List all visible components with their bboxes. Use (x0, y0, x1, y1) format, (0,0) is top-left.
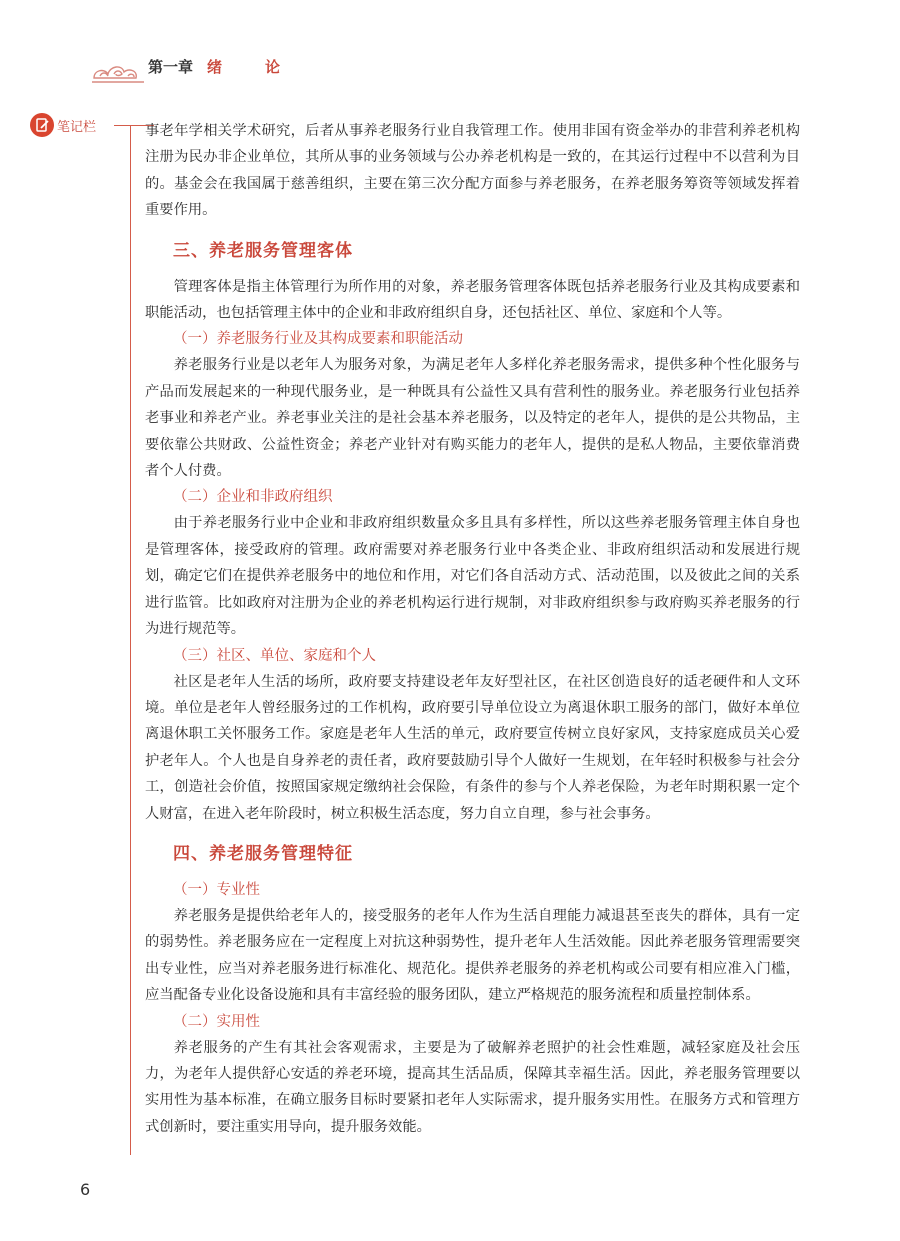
section-3-heading: 三、养老服务管理客体 (173, 240, 353, 261)
section-3-1-heading: （一）养老服务行业及其构成要素和职能活动 (173, 331, 463, 348)
pencil-note-icon (30, 113, 54, 137)
section-3-intro: 管理客体是指主体管理行为所作用的对象，养老服务管理客体既包括养老服务行业及其构成要素和职能活动，也包括管理主体中的企业和非政府组织自身，还包括社区、单位、家庭和个人等。 (145, 278, 800, 322)
auspicious-cloud-icon (90, 48, 146, 88)
section-4-1-text: 养老服务是提供给老年人的，接受服务的老年人作为生活自理能力减退甚至丧失的群体，具有一定的弱势性。养老服务应在一定程度上对抗这种弱势性，提升老年人生活效能。因此养老服务管理需要突出专业性，应当对养老服务进行标准化、规范化。提供养老服务的养老机构或公司要有相应准入门槛，应当配备专业化设备设施和具有丰富经验的服务团队，建立严格规范的服务流程和质量控制体系。 (145, 907, 800, 1004)
section-4-1-heading: （一）专业性 (173, 881, 260, 898)
chapter-title: 绪 论 (207, 58, 295, 76)
section-4-2-text: 养老服务的产生有其社会客观需求，主要是为了破解养老照护的社会性难题，减轻家庭及社会压力，为老年人提供舒心安适的养老环境，提高其生活品质，保障其幸福生活。因此，养老服务管理要以实用性为基本标准，在确立服务目标时要紧扣老年人实际需求，提升服务实用性。在服务方式和管理方式创新时，要注重实用导向，提升服务效能。 (145, 1039, 800, 1135)
page-number: 6 (80, 1180, 91, 1199)
margin-divider (130, 125, 131, 1155)
notes-column-label (30, 113, 130, 137)
page-body (145, 118, 800, 1140)
section-3-2-heading: （二）企业和非政府组织 (173, 489, 333, 506)
chapter-number: 第一章 (148, 58, 194, 76)
section-3-2-text: 由于养老服务行业中企业和非政府组织数量众多且具有多样性，所以这些养老服务管理主体自身也是管理客体，接受政府的管理。政府需要对养老服务行业中各类企业、非政府组织活动和发展进行规划，确定它们在提供养老服务中的地位和作用，对它们各自活动方式、活动范围，以及彼此之间的关系进行监管。比如政府对注册为企业的养老机构运行进行规制，对非政府组织参与政府购买养老服务的行为进行规范等。 (145, 515, 800, 638)
section-4-heading: 四、养老服务管理特征 (173, 843, 353, 864)
section-3-1-text: 养老服务行业是以老年人为服务对象，为满足老年人多样化养老服务需求，提供多种个性化服务与产品而发展起来的一种现代服务业，是一种既具有公益性又具有营利性的服务业。养老服务行业包括养老事业和养老产业。养老事业关注的是社会基本养老服务，以及特定的老年人，提供的是公共物品，主要依靠公共财政、公益性资金；养老产业针对有购买能力的老年人，提供的是私人物品，主要依靠消费者个人付费。 (145, 357, 800, 480)
section-3-3-text: 社区是老年人生活的场所，政府要支持建设老年友好型社区，在社区创造良好的适老硬件和人文环境。单位是老年人曾经服务过的工作机构，政府要引导单位设立为离退休职工服务的部门，做好本单位离退休职工关怀服务工作。家庭是老年人生活的单元，政府要宣传树立良好家风，支持家庭成员关心爱护老年人。个人也是自身养老的责任者，政府要鼓励引导个人做好一生规划，在年轻时积极参与社会分工，创造社会价值，按照国家规定缴纳社会保险，有条件的参与个人养老保险，为老年时期积累一定个人财富，在进入老年阶段时，树立积极生活态度，努力自立自理，参与社会事务。 (145, 673, 800, 822)
intro-paragraph: 事老年学相关学术研究，后者从事养老服务行业自我管理工作。使用非国有资金举办的非营利养老机构注册为民办非企业单位，其所从事的业务领域与公办养老机构是一致的，在其运行过程中不以营利为目的。基金会在我国属于慈善组织，主要在第三次分配方面参与养老服务，在养老服务筹资等领域发挥着重要作用。 (145, 123, 800, 219)
notes-label: 笔记栏 (57, 120, 97, 135)
section-4-2-heading: （二）实用性 (173, 1013, 260, 1030)
running-header (148, 56, 294, 77)
section-3-3-heading: （三）社区、单位、家庭和个人 (173, 647, 376, 664)
